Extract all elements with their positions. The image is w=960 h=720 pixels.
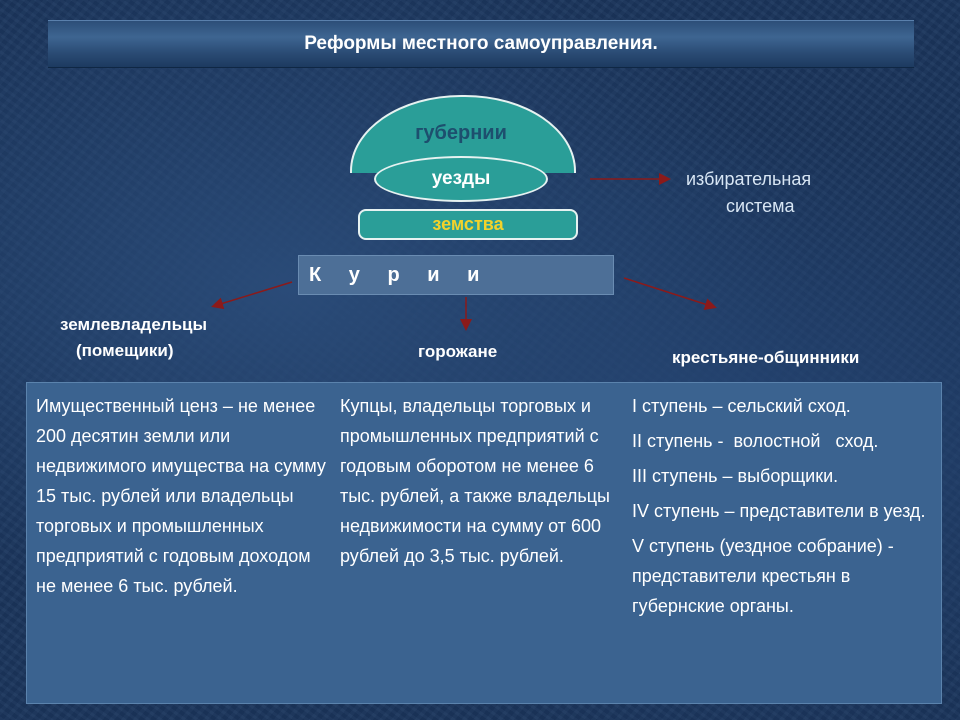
- uezdy-label: уезды: [431, 168, 491, 189]
- arrow-to-landowners: [214, 282, 292, 306]
- gubernii-label: губернии: [415, 122, 507, 144]
- townspeople-heading: горожане: [418, 342, 498, 361]
- landowners-heading-line1: землевладельцы: [60, 315, 208, 334]
- peasants-stage-5: V ступень (уездное собрание) - представители крестьян в губернские органы.: [632, 536, 894, 616]
- arrow-to-peasants: [624, 278, 714, 307]
- uezdy-shape: [374, 156, 548, 202]
- landowners-column: Имущественный ценз – не менее 200 десятин земли или недвижимого имущества на сумму 15 тыс. рублей или владельцы торговых и промышленных предприятий с годовым доходом не менее 6 тыс. рублей.: [36, 396, 326, 596]
- electoral-system-line2: система: [726, 196, 795, 216]
- zemstva-shape: [358, 209, 578, 240]
- zemstva-label: земства: [432, 214, 504, 234]
- peasants-column: [632, 391, 932, 626]
- landowners-heading: [60, 312, 207, 364]
- curia-box: [298, 255, 614, 295]
- qualifications-table: [26, 382, 942, 704]
- peasants-stage-1: I ступень – сельский сход.: [632, 396, 851, 416]
- landowners-heading-line2: (помещики): [76, 341, 174, 360]
- townspeople-column: Купцы, владельцы торговых и промышленных предприятий с годовым оборотом не менее 6 тыс. рублей, а также владельцы недвижимости на сумму от 600 рублей до 3,5 тыс. рублей.: [340, 396, 610, 566]
- peasants-stage-4: IV ступень – представители в уезд.: [632, 501, 926, 521]
- page-title: Реформы местного самоуправления.: [304, 33, 658, 54]
- electoral-system-line1: избирательная: [686, 169, 812, 189]
- title-bar: [48, 20, 914, 68]
- curia-label: К у р и и: [309, 263, 480, 286]
- electoral-system-label: [686, 166, 846, 220]
- peasants-stage-3: III ступень – выборщики.: [632, 466, 839, 486]
- peasants-heading: крестьяне-общинники: [672, 348, 860, 367]
- peasants-stage-2: II ступень - волостной сход.: [632, 431, 879, 451]
